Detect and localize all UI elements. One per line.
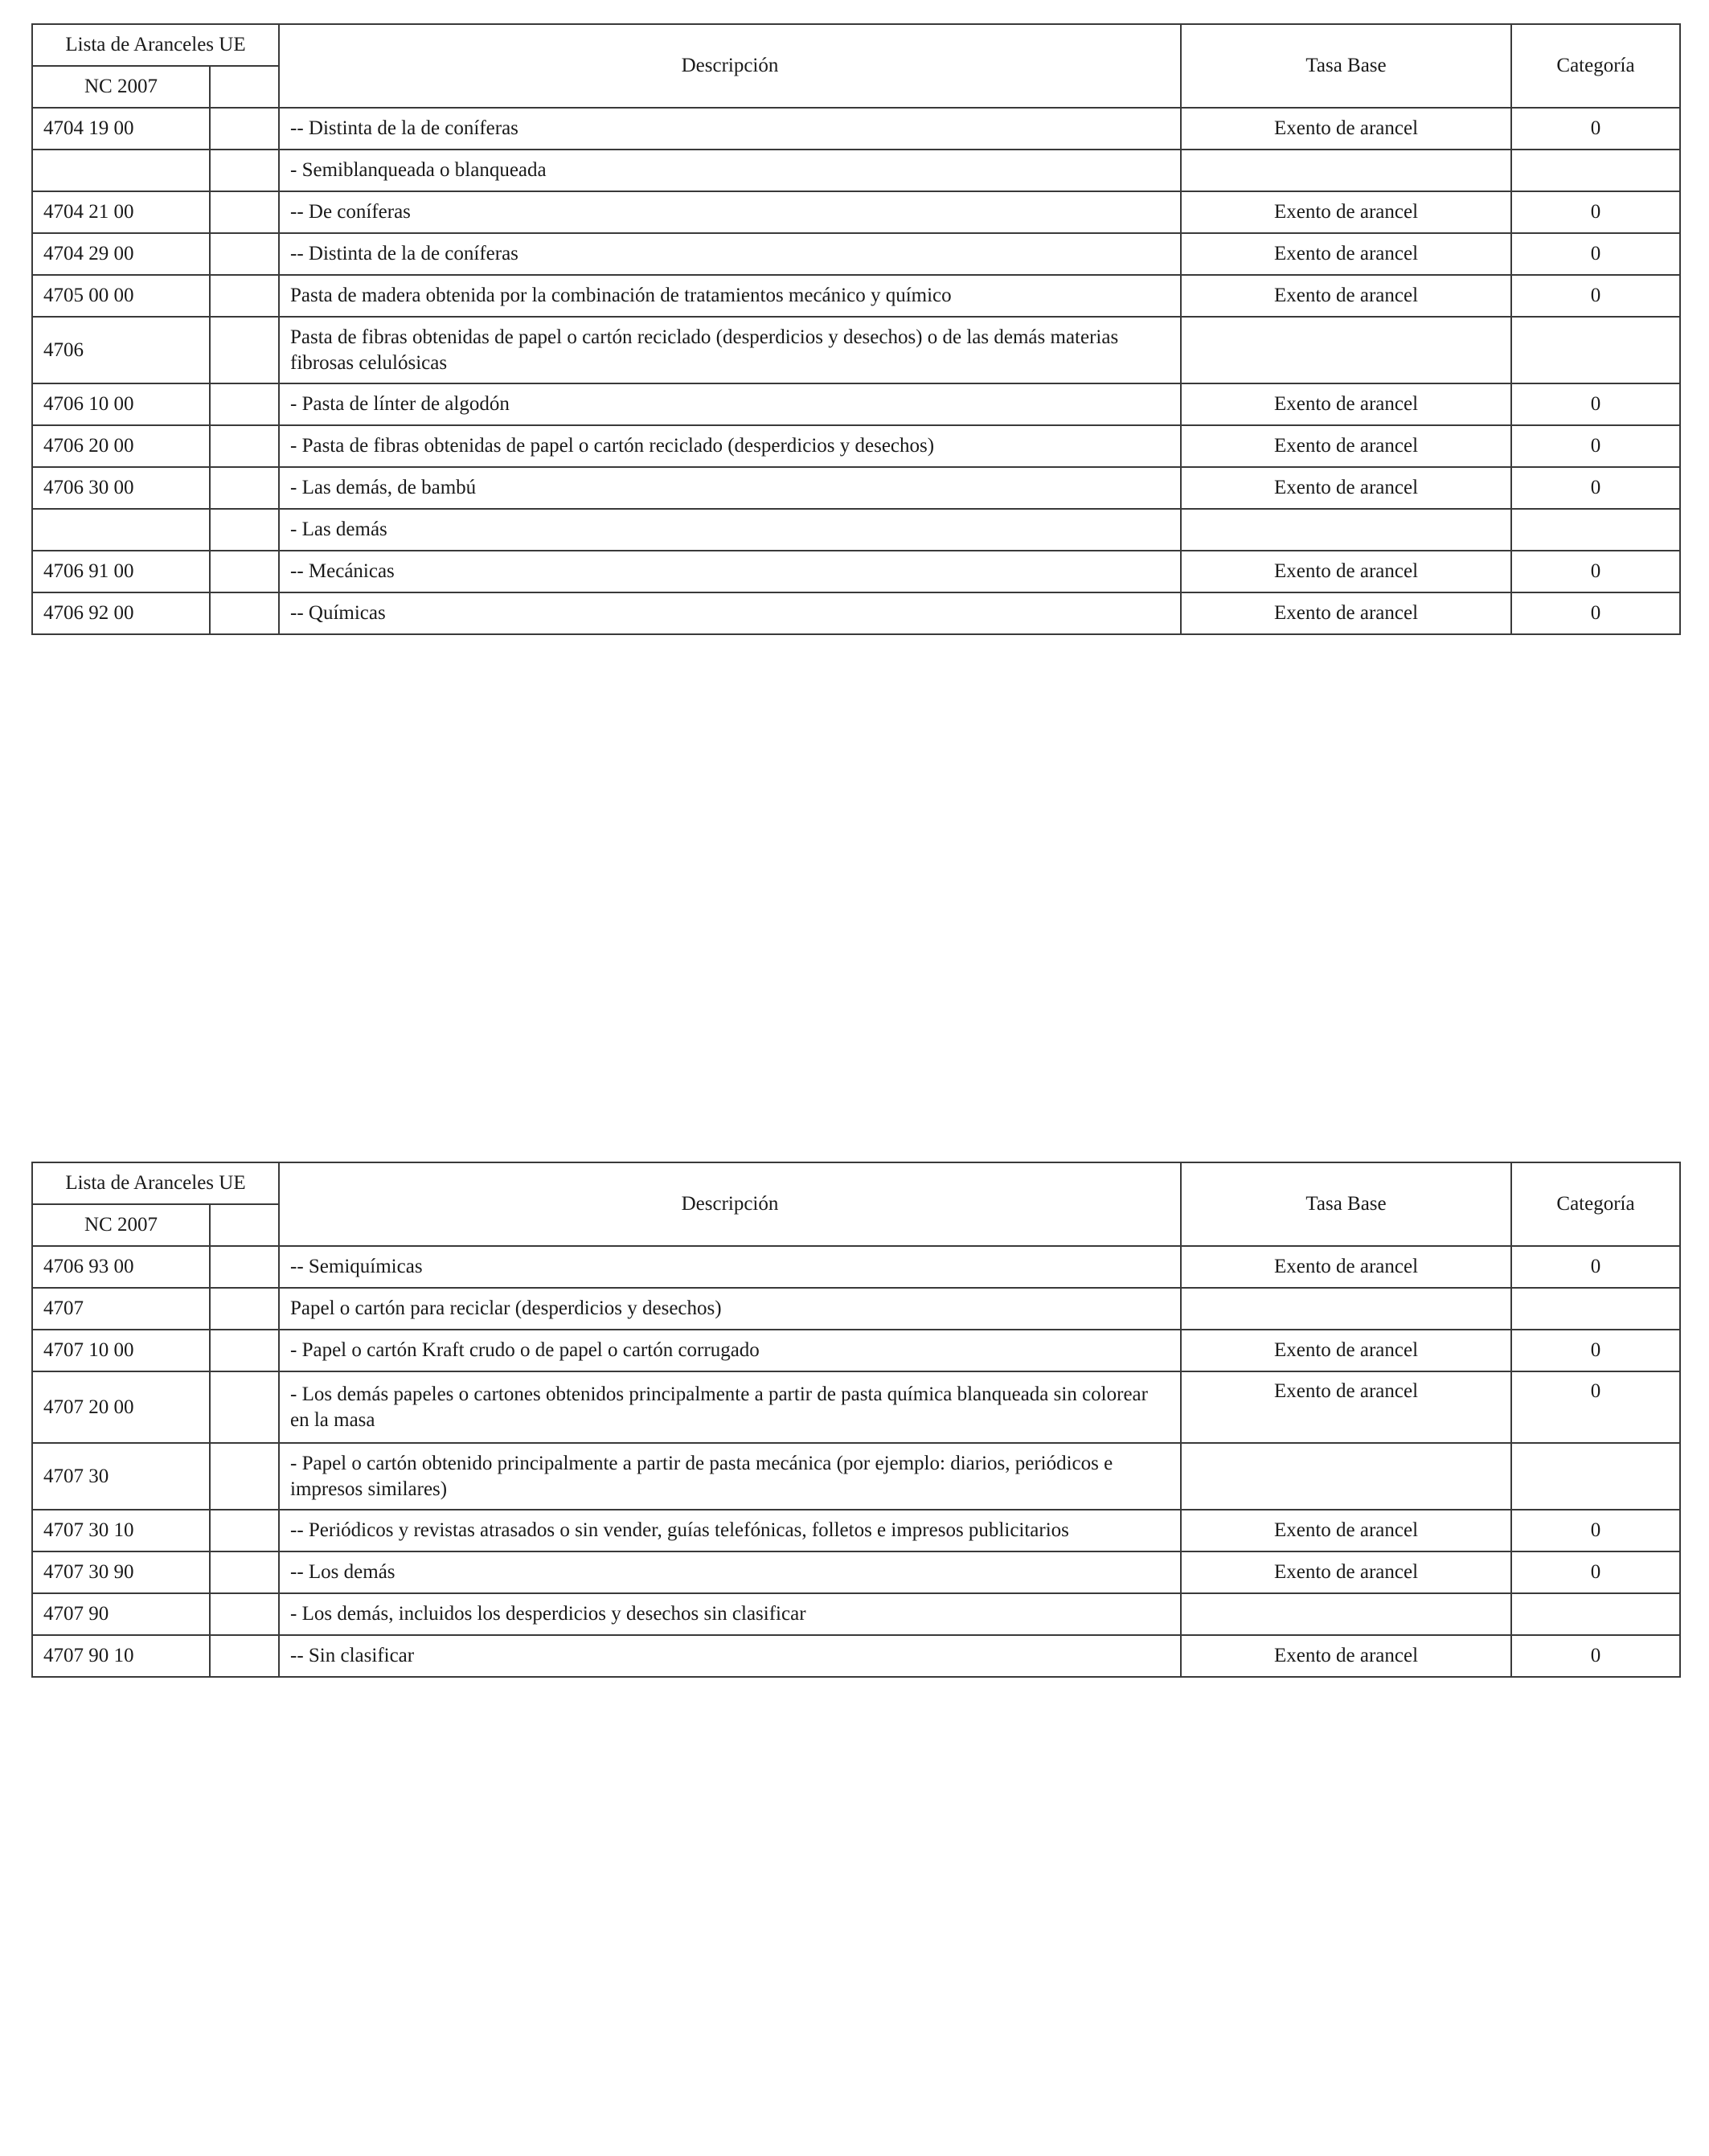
empty-cell	[210, 191, 279, 233]
rate-cell: Exento de arancel	[1181, 1330, 1511, 1371]
empty-cell	[210, 1246, 279, 1288]
description-cell: Pasta de madera obtenida por la combinación de tratamientos mecánico y químico	[279, 275, 1181, 317]
code-cell	[32, 509, 210, 551]
table-row	[32, 1593, 1680, 1635]
table-row	[32, 1635, 1680, 1677]
category-cell: 0	[1511, 1510, 1680, 1551]
empty-cell	[210, 275, 279, 317]
empty-cell	[210, 551, 279, 592]
description-cell: - Las demás, de bambú	[279, 467, 1181, 509]
category-cell	[1511, 1288, 1680, 1330]
description-cell: -- Distinta de la de coníferas	[279, 233, 1181, 275]
description-cell: - Semiblanqueada o blanqueada	[279, 150, 1181, 191]
description-header: Descripción	[279, 1162, 1181, 1246]
rate-cell: Exento de arancel	[1181, 1510, 1511, 1551]
category-cell: 0	[1511, 275, 1680, 317]
category-header: Categoría	[1511, 1162, 1680, 1246]
category-cell: 0	[1511, 1635, 1680, 1677]
table-row	[32, 467, 1680, 509]
category-cell: 0	[1511, 467, 1680, 509]
empty-cell	[210, 1510, 279, 1551]
table-row	[32, 191, 1680, 233]
table-row	[32, 1330, 1680, 1371]
rate-cell: Exento de arancel	[1181, 1246, 1511, 1288]
rate-cell	[1181, 1288, 1511, 1330]
rate-cell: Exento de arancel	[1181, 383, 1511, 425]
rate-cell	[1181, 317, 1511, 383]
category-cell: 0	[1511, 383, 1680, 425]
description-cell: - Papel o cartón obtenido principalmente a partir de pasta mecánica (por ejemplo: diarios, periódicos e impresos similares)	[279, 1443, 1181, 1510]
description-cell: -- Semiquímicas	[279, 1246, 1181, 1288]
rate-cell: Exento de arancel	[1181, 108, 1511, 150]
code-cell: 4704 29 00	[32, 233, 210, 275]
rate-cell: Exento de arancel	[1181, 467, 1511, 509]
table-row	[32, 1288, 1680, 1330]
code-cell	[32, 150, 210, 191]
category-cell: 0	[1511, 108, 1680, 150]
table-row	[32, 551, 1680, 592]
table-row	[32, 1246, 1680, 1288]
description-cell: -- Distinta de la de coníferas	[279, 108, 1181, 150]
description-cell: -- De coníferas	[279, 191, 1181, 233]
nc-header: NC 2007	[32, 1204, 210, 1246]
table-row	[32, 317, 1680, 383]
rate-cell: Exento de arancel	[1181, 1371, 1511, 1443]
code-cell: 4706	[32, 317, 210, 383]
code-cell: 4707 90 10	[32, 1635, 210, 1677]
rate-cell: Exento de arancel	[1181, 592, 1511, 634]
table-header	[32, 1162, 1680, 1246]
empty-cell	[210, 592, 279, 634]
description-cell: - Pasta de línter de algodón	[279, 383, 1181, 425]
category-cell: 0	[1511, 1371, 1680, 1443]
empty-cell	[210, 1593, 279, 1635]
table-body	[32, 1246, 1680, 1677]
rate-cell	[1181, 1443, 1511, 1510]
table-row	[32, 425, 1680, 467]
description-cell: - Pasta de fibras obtenidas de papel o cartón reciclado (desperdicios y desechos)	[279, 425, 1181, 467]
rate-cell	[1181, 1593, 1511, 1635]
table-row	[32, 509, 1680, 551]
code-cell: 4706 93 00	[32, 1246, 210, 1288]
empty-cell	[210, 1635, 279, 1677]
category-cell	[1511, 509, 1680, 551]
empty-cell	[210, 1371, 279, 1443]
empty-cell	[210, 317, 279, 383]
description-cell: - Papel o cartón Kraft crudo o de papel o cartón corrugado	[279, 1330, 1181, 1371]
category-cell: 0	[1511, 592, 1680, 634]
code-cell: 4706 30 00	[32, 467, 210, 509]
category-cell	[1511, 1443, 1680, 1510]
empty-header-cell	[210, 1204, 279, 1246]
code-cell: 4707	[32, 1288, 210, 1330]
description-header: Descripción	[279, 24, 1181, 108]
code-cell: 4706 91 00	[32, 551, 210, 592]
code-cell: 4704 21 00	[32, 191, 210, 233]
table-row	[32, 1443, 1680, 1510]
category-cell: 0	[1511, 425, 1680, 467]
empty-cell	[210, 233, 279, 275]
table-row	[32, 233, 1680, 275]
description-cell: Pasta de fibras obtenidas de papel o cartón reciclado (desperdicios y desechos) o de las demás materias fibrosas celulósicas	[279, 317, 1181, 383]
empty-cell	[210, 1443, 279, 1510]
rate-cell: Exento de arancel	[1181, 551, 1511, 592]
code-cell: 4707 20 00	[32, 1371, 210, 1443]
table-header	[32, 24, 1680, 108]
empty-cell	[210, 509, 279, 551]
base-rate-header: Tasa Base	[1181, 24, 1511, 108]
description-cell: -- Periódicos y revistas atrasados o sin vender, guías telefónicas, folletos e impresos publicitarios	[279, 1510, 1181, 1551]
table-row	[32, 1551, 1680, 1593]
description-cell: - Los demás papeles o cartones obtenidos principalmente a partir de pasta química blanqueada sin colorear en la masa	[279, 1371, 1181, 1443]
empty-cell	[210, 425, 279, 467]
category-header: Categoría	[1511, 24, 1680, 108]
description-cell: -- Los demás	[279, 1551, 1181, 1593]
category-cell	[1511, 150, 1680, 191]
rate-cell: Exento de arancel	[1181, 1635, 1511, 1677]
empty-cell	[210, 1330, 279, 1371]
rate-cell: Exento de arancel	[1181, 233, 1511, 275]
code-cell: 4707 30 10	[32, 1510, 210, 1551]
description-cell: - Las demás	[279, 509, 1181, 551]
empty-cell	[210, 150, 279, 191]
table-row	[32, 1371, 1680, 1443]
code-cell: 4707 30	[32, 1443, 210, 1510]
table-body	[32, 108, 1680, 634]
base-rate-header: Tasa Base	[1181, 1162, 1511, 1246]
empty-cell	[210, 467, 279, 509]
list-header: Lista de Aranceles UE	[32, 24, 279, 66]
description-cell: Papel o cartón para reciclar (desperdicios y desechos)	[279, 1288, 1181, 1330]
empty-header-cell	[210, 66, 279, 108]
category-cell: 0	[1511, 1246, 1680, 1288]
code-cell: 4706 92 00	[32, 592, 210, 634]
table-row	[32, 1510, 1680, 1551]
category-cell: 0	[1511, 191, 1680, 233]
rate-cell: Exento de arancel	[1181, 191, 1511, 233]
description-cell: -- Químicas	[279, 592, 1181, 634]
code-cell: 4706 10 00	[32, 383, 210, 425]
code-cell: 4707 90	[32, 1593, 210, 1635]
rate-cell	[1181, 509, 1511, 551]
code-cell: 4704 19 00	[32, 108, 210, 150]
table-row	[32, 275, 1680, 317]
category-cell	[1511, 317, 1680, 383]
rate-cell: Exento de arancel	[1181, 275, 1511, 317]
table-row	[32, 150, 1680, 191]
empty-cell	[210, 108, 279, 150]
tariff-table-2	[31, 1162, 1681, 1678]
category-cell	[1511, 1593, 1680, 1635]
code-cell: 4706 20 00	[32, 425, 210, 467]
empty-cell	[210, 1288, 279, 1330]
category-cell: 0	[1511, 551, 1680, 592]
rate-cell: Exento de arancel	[1181, 1551, 1511, 1593]
description-cell: -- Sin clasificar	[279, 1635, 1181, 1677]
list-header: Lista de Aranceles UE	[32, 1162, 279, 1204]
category-cell: 0	[1511, 233, 1680, 275]
code-cell: 4707 30 90	[32, 1551, 210, 1593]
code-cell: 4705 00 00	[32, 275, 210, 317]
table-row	[32, 108, 1680, 150]
table-row	[32, 592, 1680, 634]
nc-header: NC 2007	[32, 66, 210, 108]
table-row	[32, 383, 1680, 425]
description-cell: - Los demás, incluidos los desperdicios y desechos sin clasificar	[279, 1593, 1181, 1635]
empty-cell	[210, 383, 279, 425]
rate-cell: Exento de arancel	[1181, 425, 1511, 467]
empty-cell	[210, 1551, 279, 1593]
rate-cell	[1181, 150, 1511, 191]
description-cell: -- Mecánicas	[279, 551, 1181, 592]
code-cell: 4707 10 00	[32, 1330, 210, 1371]
category-cell: 0	[1511, 1551, 1680, 1593]
category-cell: 0	[1511, 1330, 1680, 1371]
tariff-table-1	[31, 23, 1681, 635]
